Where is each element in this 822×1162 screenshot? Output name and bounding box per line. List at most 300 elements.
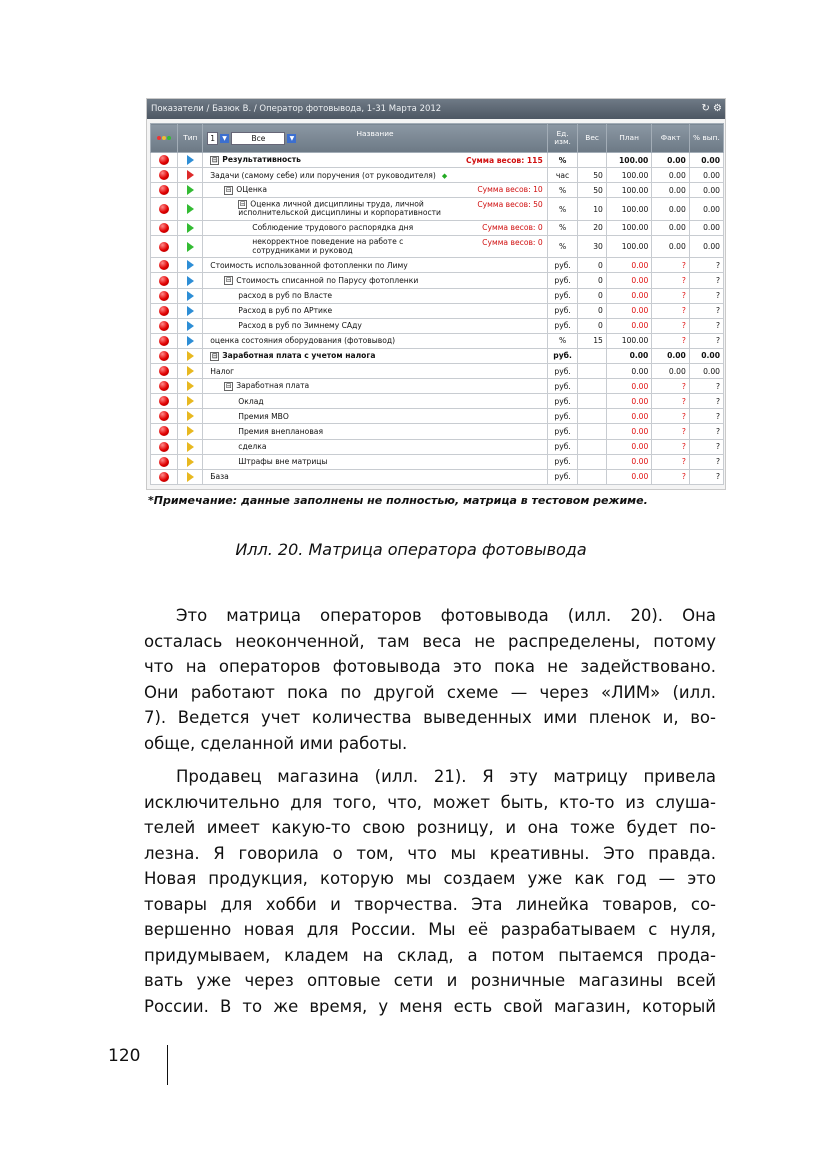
plan-cell[interactable]: 100.00: [606, 333, 651, 348]
pct-cell: ?: [689, 379, 723, 394]
fact-cell[interactable]: 0.00: [652, 153, 690, 168]
unit-cell: %: [547, 198, 578, 221]
plan-cell[interactable]: 0.00: [606, 258, 651, 273]
unit-cell: час: [547, 168, 578, 183]
fact-cell[interactable]: ?: [652, 258, 690, 273]
weight-cell[interactable]: [578, 439, 606, 454]
weight-cell[interactable]: [578, 469, 606, 484]
name-cell[interactable]: [203, 183, 547, 198]
pct-cell: ?: [689, 409, 723, 424]
fact-cell[interactable]: ?: [652, 409, 690, 424]
name-cell[interactable]: [203, 454, 547, 469]
table-row[interactable]: [151, 258, 724, 273]
type-cell: [178, 409, 203, 424]
table-row[interactable]: [151, 235, 724, 258]
text-line: товары для хобби и творчества. Эта линейка товаров, со-: [144, 894, 716, 914]
table-row[interactable]: [151, 469, 724, 484]
table-row[interactable]: [151, 273, 724, 288]
row-name: Результативность: [222, 155, 301, 165]
row-name: Оценка личной дисциплины труда, личной исполнительской дисциплины и корпоративности: [238, 199, 441, 218]
red-status-icon: [159, 351, 169, 361]
type-cell: [178, 303, 203, 318]
page-number: 120: [108, 1046, 141, 1066]
text-line: придумываем, кладем на склад, а потом пытаемся прода-: [144, 945, 716, 965]
weight-sum-label: Сумма весов: 50: [477, 200, 543, 210]
unit-cell: руб.: [547, 454, 578, 469]
weight-cell[interactable]: 10: [578, 198, 606, 221]
text-line: Новая продукция, которую мы создаем уже как год — это: [144, 869, 716, 888]
pct-cell: 0.00: [689, 364, 723, 379]
table-row[interactable]: [151, 168, 724, 183]
plan-cell[interactable]: 100.00: [606, 220, 651, 235]
red-status-icon: [159, 426, 169, 436]
figure-caption: Илл. 20. Матрица оператора фотовывода: [235, 540, 587, 559]
diamond-icon: ◆: [441, 171, 448, 180]
red-status-icon: [159, 276, 169, 286]
fact-cell[interactable]: ?: [652, 454, 690, 469]
plan-cell[interactable]: 100.00: [606, 153, 651, 168]
weight-cell[interactable]: [578, 348, 606, 363]
text-line: телей имеет какую-то свою розницу, и она тоже будет по-: [144, 818, 716, 837]
type-cell: [178, 153, 203, 168]
status-indicator-cell: [151, 454, 178, 469]
settings-icon[interactable]: ⚙: [713, 103, 722, 114]
row-name: Стоимость использованной фотопленки по Лиму: [210, 260, 408, 270]
page-divider: [167, 1045, 168, 1085]
plan-cell[interactable]: 0.00: [606, 379, 651, 394]
fact-cell[interactable]: 0.00: [652, 235, 690, 258]
type-cell: [178, 288, 203, 303]
name-column-label: Название: [356, 128, 394, 138]
plan-cell[interactable]: 0.00: [606, 303, 651, 318]
table-row[interactable]: [151, 424, 724, 439]
fact-cell[interactable]: 0.00: [652, 364, 690, 379]
unit-cell: %: [547, 153, 578, 168]
table-row[interactable]: [151, 153, 724, 168]
fact-cell[interactable]: 0.00: [652, 198, 690, 221]
red-status-icon: [159, 396, 169, 406]
plan-cell[interactable]: 0.00: [606, 454, 651, 469]
fact-cell[interactable]: ?: [652, 288, 690, 303]
pct-cell: 0.00: [689, 235, 723, 258]
table-row[interactable]: [151, 288, 724, 303]
indicators-table: [150, 123, 724, 485]
row-name: Премия МВО: [238, 411, 289, 421]
row-name: Стоимость списанной по Парусу фотопленки: [236, 275, 419, 285]
weight-cell[interactable]: [578, 153, 606, 168]
text-line: Продавец магазина (илл. 21). Я эту матрицу привела: [176, 767, 716, 786]
row-name: Задачи (самому себе) или поручения (от руководителя): [210, 170, 436, 180]
table-row[interactable]: [151, 348, 724, 363]
unit-cell: руб.: [547, 379, 578, 394]
text-line: обще, сделанной ими работы.: [144, 733, 408, 753]
type-cell: [178, 235, 203, 258]
status-indicator-cell: [151, 409, 178, 424]
type-flag-icon: [187, 411, 194, 421]
type-flag-icon: [187, 170, 194, 180]
unit-cell: руб.: [547, 409, 578, 424]
unit-cell: руб.: [547, 364, 578, 379]
fact-cell[interactable]: ?: [652, 318, 690, 333]
pct-cell: ?: [689, 454, 723, 469]
row-name: сделка: [238, 442, 267, 452]
table-row[interactable]: [151, 220, 724, 235]
fact-cell[interactable]: ?: [652, 469, 690, 484]
unit-cell: руб.: [547, 273, 578, 288]
name-cell[interactable]: [203, 273, 547, 288]
type-flag-icon: [187, 204, 194, 214]
paragraph-1: [144, 603, 716, 756]
weight-cell[interactable]: 30: [578, 235, 606, 258]
weight-cell[interactable]: [578, 424, 606, 439]
status-indicator-cell: [151, 288, 178, 303]
status-indicator-cell: [151, 198, 178, 221]
table-note: *Примечание: данные заполнены не полностью, матрица в тестовом режиме.: [148, 494, 648, 507]
plan-cell[interactable]: 0.00: [606, 439, 651, 454]
type-flag-icon: [187, 351, 194, 361]
red-status-icon: [159, 442, 169, 452]
collapse-toggle-icon[interactable]: ⊟: [225, 276, 232, 285]
type-cell: [178, 183, 203, 198]
plan-cell[interactable]: 0.00: [606, 348, 651, 363]
table-row[interactable]: [151, 333, 724, 348]
fact-cell[interactable]: ?: [652, 439, 690, 454]
type-flag-icon: [187, 276, 194, 286]
type-cell: [178, 348, 203, 363]
filter-select[interactable]: Все: [231, 132, 285, 145]
name-cell[interactable]: [203, 198, 547, 221]
type-cell: [178, 318, 203, 333]
red-status-icon: [159, 381, 169, 391]
status-indicator-cell: [151, 168, 178, 183]
unit-cell: %: [547, 220, 578, 235]
pct-cell: ?: [689, 288, 723, 303]
weight-sum-label: Сумма весов: 115: [466, 156, 543, 165]
plan-cell[interactable]: 0.00: [606, 273, 651, 288]
red-status-icon: [159, 457, 169, 467]
collapse-toggle-icon[interactable]: ⊟: [211, 155, 218, 164]
table-row[interactable]: [151, 409, 724, 424]
pct-cell: 0.00: [689, 348, 723, 363]
name-cell[interactable]: [203, 220, 547, 235]
weight-cell[interactable]: 0: [578, 258, 606, 273]
red-status-icon: [159, 472, 169, 482]
text-line: 7). Ведется учет количества выведенных ими пленок и, во-: [144, 708, 716, 727]
plan-cell[interactable]: 0.00: [606, 364, 651, 379]
text-line: осталась неоконченной, там веса не распределены, потому: [144, 631, 716, 651]
collapse-toggle-icon[interactable]: ⊟: [211, 351, 218, 360]
name-cell[interactable]: [203, 333, 547, 348]
table-row[interactable]: [151, 303, 724, 318]
weight-cell[interactable]: [578, 364, 606, 379]
type-cell: [178, 258, 203, 273]
row-name: Заработная плата: [236, 381, 310, 391]
fact-cell[interactable]: 0.00: [652, 220, 690, 235]
paragraph-2: [144, 764, 716, 1019]
fact-cell[interactable]: 0.00: [652, 348, 690, 363]
weight-cell[interactable]: [578, 394, 606, 409]
name-column-header: [203, 124, 547, 153]
plan-cell[interactable]: 0.00: [606, 288, 651, 303]
unit-column-header[interactable]: Ед. изм.: [547, 124, 578, 153]
type-flag-icon: [187, 155, 194, 165]
type-cell: [178, 198, 203, 221]
weight-column-header[interactable]: Вес: [578, 124, 606, 153]
text-line: России. В то же время, у меня есть свой магазин, который: [144, 996, 716, 1016]
status-indicator-cell: [151, 183, 178, 198]
unit-cell: руб.: [547, 303, 578, 318]
pct-cell: ?: [689, 424, 723, 439]
type-cell: [178, 364, 203, 379]
row-name: оценка состояния оборудования (фотовывод): [210, 336, 396, 346]
unit-cell: руб.: [547, 258, 578, 273]
pct-cell: 0.00: [689, 220, 723, 235]
weight-cell[interactable]: 0: [578, 303, 606, 318]
text-line: исключительно для того, что, может быть, кто-то из слуша-: [144, 792, 716, 812]
weight-cell[interactable]: [578, 379, 606, 394]
pct-cell: ?: [689, 258, 723, 273]
type-cell: [178, 220, 203, 235]
red-status-icon: [159, 336, 169, 346]
table-row[interactable]: [151, 198, 724, 221]
row-name: Налог: [210, 366, 235, 376]
fact-cell[interactable]: ?: [652, 273, 690, 288]
fact-cell[interactable]: 0.00: [652, 168, 690, 183]
fact-cell[interactable]: ?: [652, 303, 690, 318]
status-indicator-cell: [151, 469, 178, 484]
type-flag-icon: [187, 442, 194, 452]
status-indicator-cell: [151, 364, 178, 379]
pct-cell: ?: [689, 439, 723, 454]
row-name: Расход в руб по АРтике: [238, 306, 333, 316]
weight-cell[interactable]: 20: [578, 220, 606, 235]
red-status-icon: [159, 204, 169, 214]
fact-cell[interactable]: ?: [652, 394, 690, 409]
red-status-icon: [159, 321, 169, 331]
level-select[interactable]: 1: [207, 132, 218, 145]
name-cell[interactable]: [203, 364, 547, 379]
table-row[interactable]: [151, 379, 724, 394]
name-cell[interactable]: [203, 168, 547, 183]
row-name: Расход в руб по Зимнему САду: [238, 321, 362, 331]
red-status-icon: [159, 411, 169, 421]
name-cell[interactable]: [203, 424, 547, 439]
pct-cell: 0.00: [689, 198, 723, 221]
weight-cell[interactable]: [578, 454, 606, 469]
type-cell: [178, 439, 203, 454]
weight-sum-label: Сумма весов: 10: [477, 185, 543, 195]
plan-cell[interactable]: 0.00: [606, 469, 651, 484]
name-cell[interactable]: [203, 469, 547, 484]
collapse-toggle-icon[interactable]: ⊟: [225, 185, 232, 194]
plan-cell[interactable]: 100.00: [606, 168, 651, 183]
text-line: вать уже через оптовые сети и розничные магазины всей: [144, 971, 716, 990]
status-indicator-cell: [151, 153, 178, 168]
name-cell[interactable]: [203, 235, 547, 258]
fact-cell[interactable]: ?: [652, 379, 690, 394]
window-title: Показатели / Базюк В. / Оператор фотовывода, 1-31 Марта 2012: [151, 104, 442, 114]
type-flag-icon: [187, 336, 194, 346]
traffic-light-icon: [157, 133, 172, 142]
status-indicator-cell: [151, 220, 178, 235]
fact-column-header[interactable]: Факт: [652, 124, 690, 153]
type-cell: [178, 469, 203, 484]
screenshot-window: [146, 98, 726, 490]
unit-cell: руб.: [547, 288, 578, 303]
plan-cell[interactable]: 0.00: [606, 394, 651, 409]
type-cell: [178, 379, 203, 394]
row-name: Оклад: [238, 396, 264, 406]
pct-cell: ?: [689, 469, 723, 484]
red-status-icon: [159, 260, 169, 270]
unit-cell: %: [547, 183, 578, 198]
text-line: что на операторов фотовывода это пока не задействовано.: [144, 657, 716, 676]
status-indicator-cell: [151, 424, 178, 439]
name-cell[interactable]: [203, 318, 547, 333]
weight-sum-label: Сумма весов: 0: [482, 237, 543, 247]
red-status-icon: [159, 306, 169, 316]
table-row[interactable]: [151, 318, 724, 333]
text-line: лезна. Я говорила о том, что мы креативны. Это правда.: [144, 843, 716, 863]
pct-cell: ?: [689, 318, 723, 333]
red-status-icon: [159, 223, 169, 233]
row-name: расход в руб по Власте: [238, 291, 333, 301]
row-name: Заработная плата с учетом налога: [222, 351, 376, 361]
row-name: некорректное поведение на работе с сотрудниками и руковод: [252, 237, 404, 255]
row-name: Штрафы вне матрицы: [238, 457, 328, 467]
type-flag-icon: [187, 472, 194, 482]
red-status-icon: [159, 155, 169, 165]
pct-column-header[interactable]: % вып.: [689, 124, 723, 153]
fact-cell[interactable]: 0.00: [652, 183, 690, 198]
unit-cell: руб.: [547, 424, 578, 439]
weight-sum-label: Сумма весов: 0: [482, 222, 543, 232]
name-cell[interactable]: [203, 439, 547, 454]
name-cell[interactable]: [203, 394, 547, 409]
name-cell[interactable]: [203, 153, 547, 168]
unit-cell: руб.: [547, 348, 578, 363]
row-name: Премия внеплановая: [238, 426, 324, 436]
weight-cell[interactable]: 15: [578, 333, 606, 348]
type-flag-icon: [187, 426, 194, 436]
unit-cell: %: [547, 235, 578, 258]
weight-cell[interactable]: 0: [578, 318, 606, 333]
weight-cell[interactable]: 0: [578, 273, 606, 288]
fact-cell[interactable]: ?: [652, 424, 690, 439]
red-status-icon: [159, 170, 169, 180]
type-cell: [178, 168, 203, 183]
name-cell[interactable]: [203, 348, 547, 363]
row-name: База: [210, 472, 229, 482]
unit-cell: %: [547, 333, 578, 348]
collapse-toggle-icon[interactable]: ⊟: [239, 200, 246, 209]
plan-cell[interactable]: 100.00: [606, 235, 651, 258]
table-row[interactable]: [151, 183, 724, 198]
refresh-icon[interactable]: ↻: [701, 103, 710, 114]
plan-cell[interactable]: 100.00: [606, 198, 651, 221]
type-flag-icon: [187, 321, 194, 331]
weight-cell[interactable]: 50: [578, 183, 606, 198]
pct-cell: 0.00: [689, 153, 723, 168]
unit-cell: руб.: [547, 439, 578, 454]
name-cell[interactable]: [203, 379, 547, 394]
row-name: Соблюдение трудового распорядка дня: [252, 223, 414, 233]
status-indicator-cell: [151, 394, 178, 409]
table-row[interactable]: [151, 394, 724, 409]
table-header-row: [151, 124, 724, 153]
unit-cell: руб.: [547, 394, 578, 409]
type-flag-icon: [187, 242, 194, 252]
name-cell[interactable]: [203, 409, 547, 424]
type-flag-icon: [187, 260, 194, 270]
status-indicator-cell: [151, 303, 178, 318]
pct-cell: 0.00: [689, 183, 723, 198]
window-titlebar: [147, 99, 725, 119]
weight-cell[interactable]: [578, 409, 606, 424]
table-row[interactable]: [151, 454, 724, 469]
weight-cell[interactable]: 0: [578, 288, 606, 303]
type-cell: [178, 394, 203, 409]
type-flag-icon: [187, 306, 194, 316]
plan-cell[interactable]: 100.00: [606, 183, 651, 198]
plan-column-header[interactable]: План: [606, 124, 651, 153]
pct-cell: 0.00: [689, 168, 723, 183]
table-row[interactable]: [151, 439, 724, 454]
plan-cell[interactable]: 0.00: [606, 424, 651, 439]
type-flag-icon: [187, 223, 194, 233]
pct-cell: ?: [689, 273, 723, 288]
type-cell: [178, 424, 203, 439]
fact-cell[interactable]: ?: [652, 333, 690, 348]
name-cell[interactable]: [203, 258, 547, 273]
red-status-icon: [159, 291, 169, 301]
type-flag-icon: [187, 457, 194, 467]
status-indicator-cell: [151, 235, 178, 258]
red-status-icon: [159, 185, 169, 195]
red-status-icon: [159, 366, 169, 376]
pct-cell: ?: [689, 303, 723, 318]
type-flag-icon: [187, 396, 194, 406]
pct-cell: ?: [689, 394, 723, 409]
status-indicator-cell: [151, 348, 178, 363]
pct-cell: ?: [689, 333, 723, 348]
unit-cell: руб.: [547, 318, 578, 333]
type-column-header[interactable]: Тип: [178, 124, 203, 153]
type-flag-icon: [187, 185, 194, 195]
row-name: ОЦенка: [236, 185, 268, 195]
text-line: вершенно новая для России. Мы её разрабатываем с нуля,: [144, 920, 716, 939]
red-status-icon: [159, 242, 169, 252]
unit-cell: руб.: [547, 469, 578, 484]
status-indicator-cell: [151, 258, 178, 273]
table-row[interactable]: [151, 364, 724, 379]
type-flag-icon: [187, 291, 194, 301]
plan-cell[interactable]: 0.00: [606, 409, 651, 424]
status-indicator-cell: [151, 379, 178, 394]
weight-cell[interactable]: 50: [578, 168, 606, 183]
chevron-down-icon[interactable]: ▼: [220, 134, 229, 143]
name-cell[interactable]: [203, 303, 547, 318]
chevron-down-icon[interactable]: ▼: [287, 134, 296, 143]
collapse-toggle-icon[interactable]: ⊟: [225, 381, 232, 390]
type-flag-icon: [187, 381, 194, 391]
indicator-legend-header: [151, 124, 178, 153]
status-indicator-cell: [151, 318, 178, 333]
type-flag-icon: [187, 366, 194, 376]
name-cell[interactable]: [203, 288, 547, 303]
plan-cell[interactable]: 0.00: [606, 318, 651, 333]
type-cell: [178, 454, 203, 469]
